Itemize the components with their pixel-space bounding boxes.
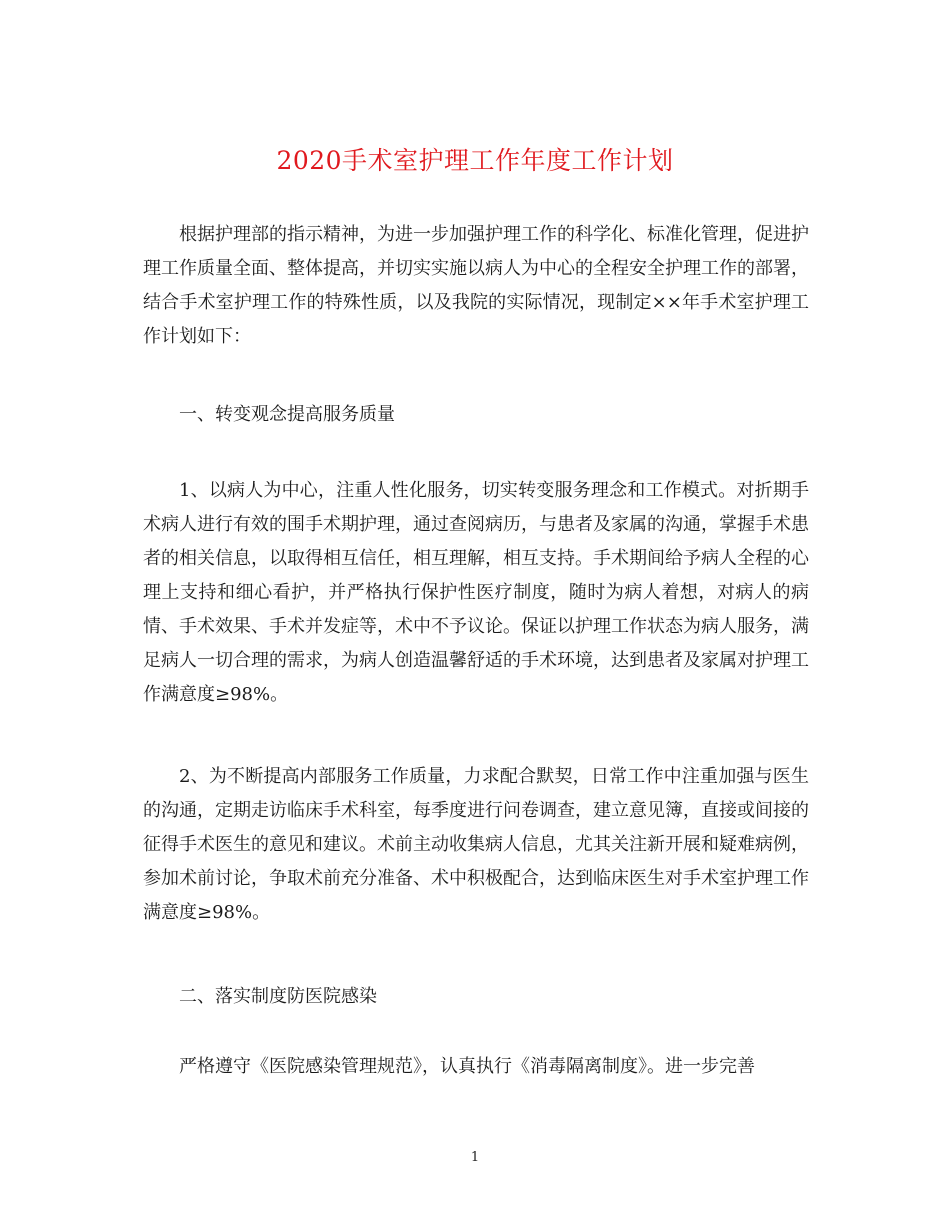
section2-paragraph: 严格遵守《医院感染管理规范》，认真执行《消毒隔离制度》。进一步完善 [179,1056,755,1077]
section-heading-2: 二、落实制度防医院感染 [179,986,377,1007]
document-title: 2020手术室护理工作年度工作计划 [276,146,674,175]
section-heading-1: 一、转变观念提高服务质量 [179,404,395,425]
section1-item-1: 1、以病人为中心，注重人性化服务，切实转变服务理念和工作模式。对折期手术病人进行有效的围手术期护理，通过查阅病历，与患者及家属的沟通，掌握手术患者的相关信息，以取得相互信任，相互理解，相互支持。手术期间给予病人全程的心理上支持和细心看护，并严格执行保护性医疗制度，随时为病人着想，对病人的病情、手术效果、手术并发症等，术中不予议论。保证以护理工作状态为病人服务，满足病人一切合理的需求，为病人创造温馨舒适的手术环境，达到患者及家属对护理工作满意度≥98%。 [143,480,809,705]
intro-paragraph: 根据护理部的指示精神，为进一步加强护理工作的科学化、标准化管理，促进护理工作质量全面、整体提高，并切实实施以病人为中心的全程安全护理工作的部署，结合手术室护理工作的特殊性质，以及我院的实际情况，现制定××年手术室护理工作计划如下： [143,224,809,347]
page-number: 1 [470,1150,480,1165]
section1-item-2: 2、为不断提高内部服务工作质量，力求配合默契，日常工作中注重加强与医生的沟通，定期走访临床手术科室，每季度进行问卷调查，建立意见簿，直接或间接的征得手术医生的意见和建议。术前主动收集病人信息，尤其关注新开展和疑难病例，参加术前讨论，争取术前充分准备、术中积极配合，达到临床医生对手术室护理工作满意度≥98%。 [143,766,809,923]
